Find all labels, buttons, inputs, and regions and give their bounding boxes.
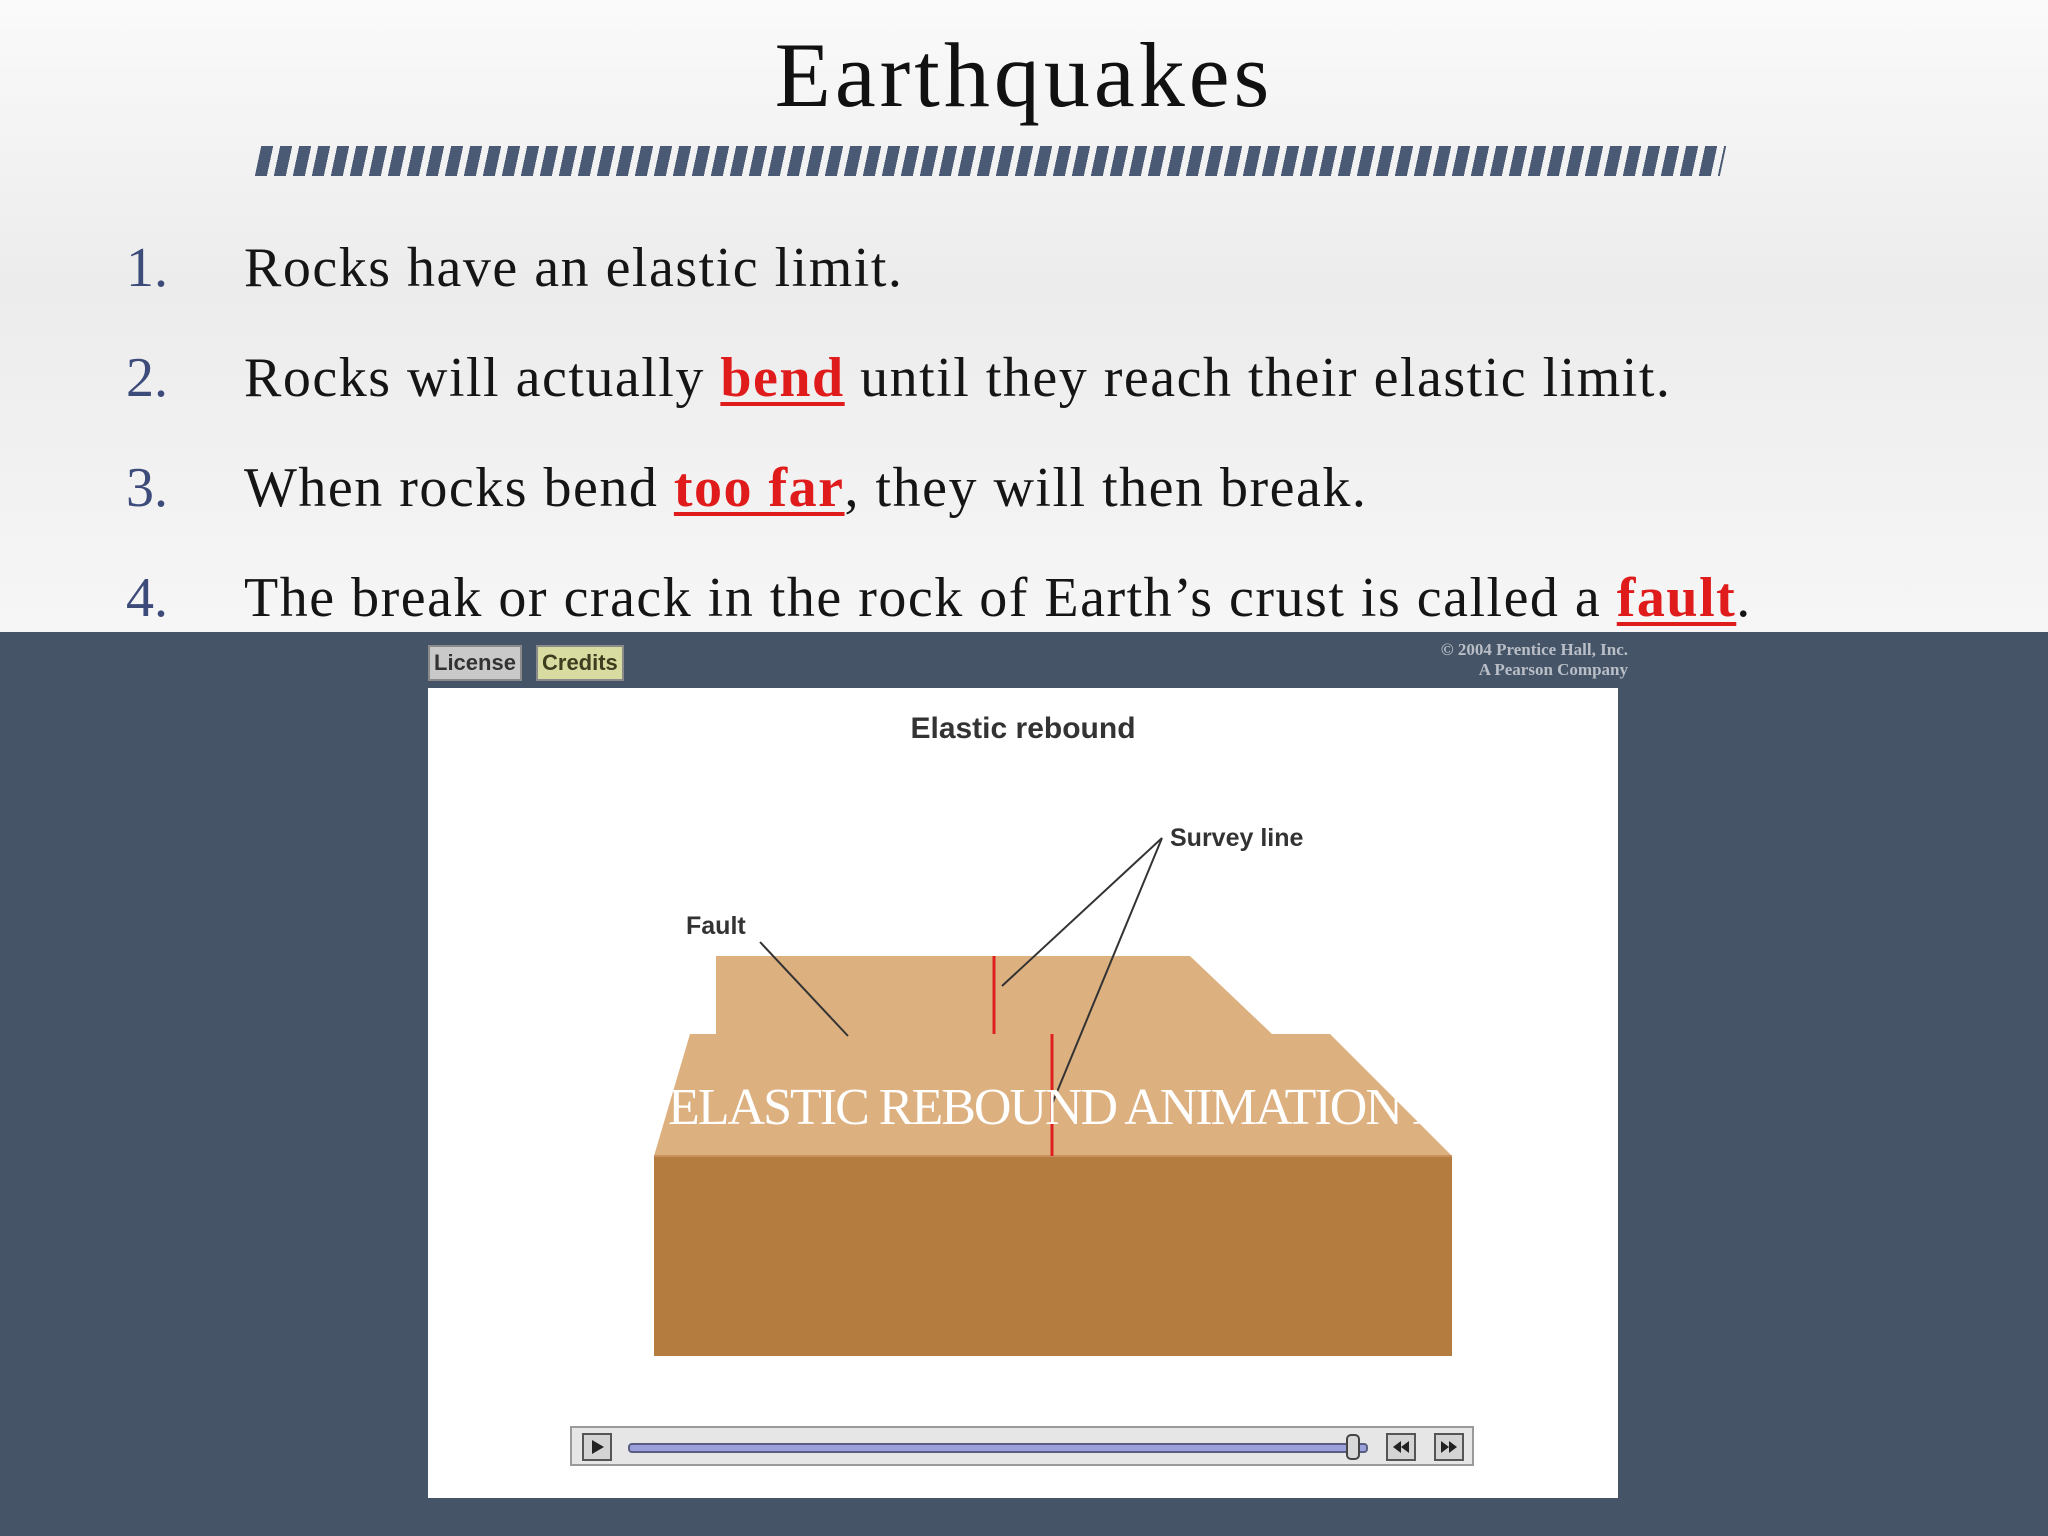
item-text-end: . bbox=[1736, 567, 1752, 629]
front-block-side bbox=[654, 1156, 1452, 1356]
play-icon bbox=[584, 1435, 610, 1459]
item-text-start: Rocks have an elastic limit. bbox=[244, 237, 904, 299]
survey-line-label: Survey line bbox=[1170, 824, 1304, 852]
keyword-bend: bend bbox=[720, 347, 845, 409]
item-text-end: , they will then break. bbox=[844, 457, 1368, 519]
fault-label: Fault bbox=[686, 912, 746, 940]
progress-bar[interactable] bbox=[628, 1443, 1368, 1453]
rewind-button[interactable] bbox=[1386, 1433, 1416, 1461]
item-number: 4. bbox=[126, 567, 168, 629]
animation-placeholder-text: ELASTIC REBOUND ANIMATION HERE bbox=[668, 1079, 1540, 1136]
list-item bbox=[0, 456, 2048, 526]
animation-placeholder bbox=[668, 1078, 1540, 1138]
item-number: 3. bbox=[126, 457, 168, 519]
list-item bbox=[0, 346, 2048, 416]
progress-handle[interactable] bbox=[1346, 1434, 1360, 1460]
item-text-start: The break or crack in the rock of Earth’s crust is called a bbox=[244, 567, 1617, 629]
copyright-line: © 2004 Prentice Hall, Inc. bbox=[1440, 640, 1628, 659]
copyright-notice bbox=[1388, 640, 1628, 680]
item-text bbox=[244, 346, 1671, 410]
play-button[interactable] bbox=[582, 1433, 612, 1461]
slide-title: Earthquakes bbox=[774, 24, 1274, 126]
list-item bbox=[0, 236, 2048, 306]
credits-tab[interactable]: Credits bbox=[536, 645, 624, 681]
item-text-start: Rocks will actually bbox=[244, 347, 721, 409]
license-tab[interactable]: License bbox=[428, 645, 522, 681]
copyright-line: A Pearson Company bbox=[1478, 660, 1628, 679]
playback-controls bbox=[570, 1426, 1474, 1466]
list-item bbox=[0, 566, 2048, 636]
animation-title: Elastic rebound bbox=[910, 712, 1136, 745]
fast-forward-icon bbox=[1436, 1435, 1462, 1459]
item-number: 1. bbox=[126, 237, 168, 299]
item-text-start: When rocks bend bbox=[244, 457, 674, 519]
keyword-too-far: too far bbox=[673, 457, 845, 519]
item-number: 2. bbox=[126, 347, 168, 409]
item-text bbox=[244, 456, 1367, 520]
item-text bbox=[244, 236, 903, 300]
rewind-icon bbox=[1388, 1435, 1414, 1459]
item-text bbox=[244, 566, 1752, 630]
title-divider bbox=[255, 146, 1726, 176]
keyword-fault: fault bbox=[1616, 567, 1737, 629]
fast-forward-button[interactable] bbox=[1434, 1433, 1464, 1461]
item-text-end: until they reach their elastic limit. bbox=[844, 347, 1672, 409]
